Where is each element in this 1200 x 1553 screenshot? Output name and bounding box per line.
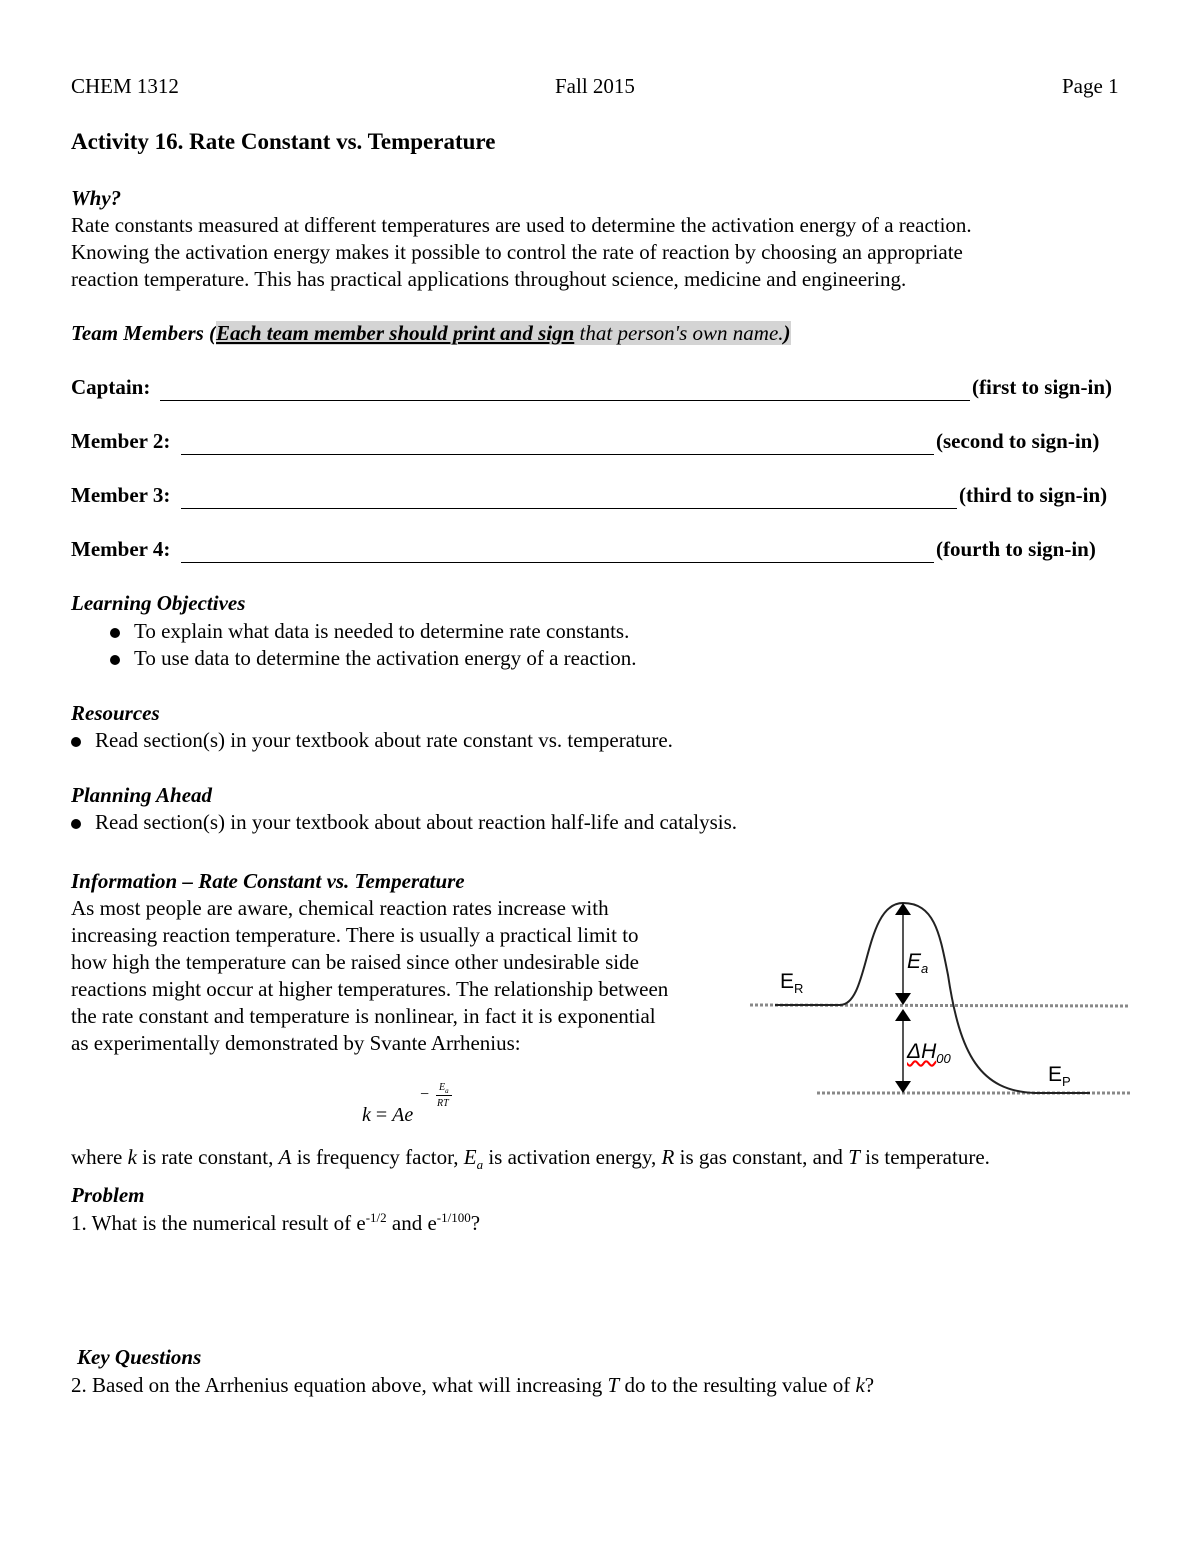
q2-text: do to the resulting value of [619, 1373, 856, 1397]
info-line: as experimentally demonstrated by Svante Arrhenius: [71, 1031, 521, 1055]
legend-var: T [848, 1145, 860, 1169]
resource-item [71, 728, 673, 753]
ep-text: E [1048, 1063, 1063, 1086]
dh-text: ΔH [907, 1040, 937, 1063]
dh-label [907, 1040, 951, 1066]
eq-exp-sub: a [445, 1087, 449, 1095]
why-text [71, 212, 972, 293]
bullet-icon [110, 655, 120, 665]
ea-text: E [907, 950, 922, 973]
question-2 [71, 1373, 874, 1398]
ea-label [907, 950, 928, 976]
eq-ae: Ae [392, 1104, 414, 1126]
energy-diagram [745, 895, 1135, 1105]
q1-text: 1. What is the numerical result of e [71, 1211, 366, 1235]
eq-exp-e: E [439, 1082, 446, 1093]
q2-var: T [607, 1373, 620, 1397]
equation-legend [71, 1145, 990, 1173]
member3-note: (third to sign-in) [959, 483, 1108, 507]
objective-text: To explain what data is needed to determine rate constants. [134, 619, 630, 643]
legend-text: is gas constant, and [674, 1145, 849, 1169]
member2-signature-line[interactable] [181, 454, 934, 455]
why-line: reaction temperature. This has practical applications throughout science, medicine and engineering. [71, 267, 907, 291]
member4-signature-line[interactable] [181, 562, 934, 563]
q1-exp: -1/2 [365, 1210, 387, 1225]
q2-var: k [855, 1373, 865, 1397]
key-questions-heading: Key Questions [77, 1345, 202, 1369]
bullet-icon [71, 737, 81, 747]
info-line: reactions might occur at higher temperatures. The relationship between [71, 977, 669, 1001]
eq-equals: = [370, 1104, 393, 1126]
resources-heading: Resources [71, 701, 160, 725]
q1-text: ? [470, 1211, 481, 1235]
legend-var: A [278, 1145, 292, 1169]
legend-text: is temperature. [859, 1145, 990, 1169]
info-line: how high the temperature can be raised since other undesirable side [71, 950, 639, 974]
legend-text: where [71, 1145, 128, 1169]
q1-exp: -1/100 [436, 1210, 471, 1225]
resource-text: Read section(s) in your textbook about rate constant vs. temperature. [95, 728, 673, 752]
info-line: As most people are aware, chemical reaction rates increase with [71, 896, 609, 920]
q2-text: 2. Based on the Arrhenius equation above, what will increasing [71, 1373, 608, 1397]
objectives-heading: Learning Objectives [71, 591, 246, 615]
objective-item [110, 619, 629, 644]
member4-label: Member 4: [71, 537, 171, 561]
eq-exp-den: RT [437, 1098, 449, 1109]
question-1 [71, 1210, 480, 1236]
page-number: Page 1 [1062, 74, 1119, 98]
legend-text: is frequency factor, [291, 1145, 464, 1169]
problem-heading: Problem [71, 1183, 145, 1207]
member3-label: Member 3: [71, 483, 171, 507]
q2-text: ? [864, 1373, 875, 1397]
er-text: E [780, 970, 795, 993]
dh-sub: 00 [936, 1051, 951, 1067]
member2-label: Member 2: [71, 429, 171, 453]
why-line: Knowing the activation energy makes it possible to control the rate of reaction by choosing an appropriate [71, 240, 963, 264]
term-header: Fall 2015 [555, 74, 635, 98]
eq-exp-num [436, 1082, 452, 1096]
objective-item [110, 646, 637, 671]
legend-sub: a [476, 1157, 484, 1173]
course-header: CHEM 1312 [71, 74, 179, 98]
information-heading: Information – Rate Constant vs. Temperature [71, 869, 465, 893]
planning-item [71, 810, 737, 835]
team-instruction-rest: that person's own name. [574, 321, 784, 345]
member3-signature-line[interactable] [181, 508, 957, 509]
info-line: the rate constant and temperature is nonlinear, in fact it is exponential [71, 1004, 656, 1028]
legend-text: is activation energy, [483, 1145, 662, 1169]
arrowhead-icon [895, 1009, 911, 1021]
ep-sub: P [1062, 1074, 1071, 1090]
bullet-icon [110, 628, 120, 638]
arrowhead-icon [895, 903, 911, 915]
captain-signature-line[interactable] [160, 400, 970, 401]
bullet-icon [71, 819, 81, 829]
q1-text: and e [386, 1211, 437, 1235]
captain-label: Captain: [71, 375, 151, 399]
objective-text: To use data to determine the activation energy of a reaction. [134, 646, 637, 670]
team-heading [71, 321, 791, 346]
er-sub: R [794, 981, 804, 997]
page-title: Activity 16. Rate Constant vs. Temperature [71, 129, 496, 154]
information-text [71, 895, 668, 1057]
planning-text: Read section(s) in your textbook about about reaction half-life and catalysis. [95, 810, 738, 834]
arrowhead-icon [895, 993, 911, 1005]
legend-text: is rate constant, [136, 1145, 279, 1169]
eq-k: k [362, 1104, 371, 1126]
eq-exp-sign: − [420, 1086, 430, 1103]
planning-heading: Planning Ahead [71, 783, 213, 807]
team-instruction-bold: Each team member should print and sign [216, 321, 575, 345]
why-heading: Why? [71, 186, 122, 210]
legend-var: E [463, 1145, 477, 1169]
legend-var: k [127, 1145, 137, 1169]
legend-var: R [661, 1145, 675, 1169]
why-line: Rate constants measured at different temperatures are used to determine the activation energy of a reaction. [71, 213, 972, 237]
arrhenius-equation [362, 1082, 449, 1127]
member2-note: (second to sign-in) [936, 429, 1100, 453]
info-line: increasing reaction temperature. There is usually a practical limit to [71, 923, 639, 947]
er-label [780, 970, 803, 996]
captain-note: (first to sign-in) [972, 375, 1112, 399]
team-heading-label: Team Members ( [71, 321, 217, 345]
member4-note: (fourth to sign-in) [936, 537, 1096, 561]
ep-label [1048, 1063, 1071, 1089]
arrowhead-icon [895, 1081, 911, 1093]
team-close: ) [783, 321, 791, 345]
ea-sub: a [921, 961, 929, 977]
